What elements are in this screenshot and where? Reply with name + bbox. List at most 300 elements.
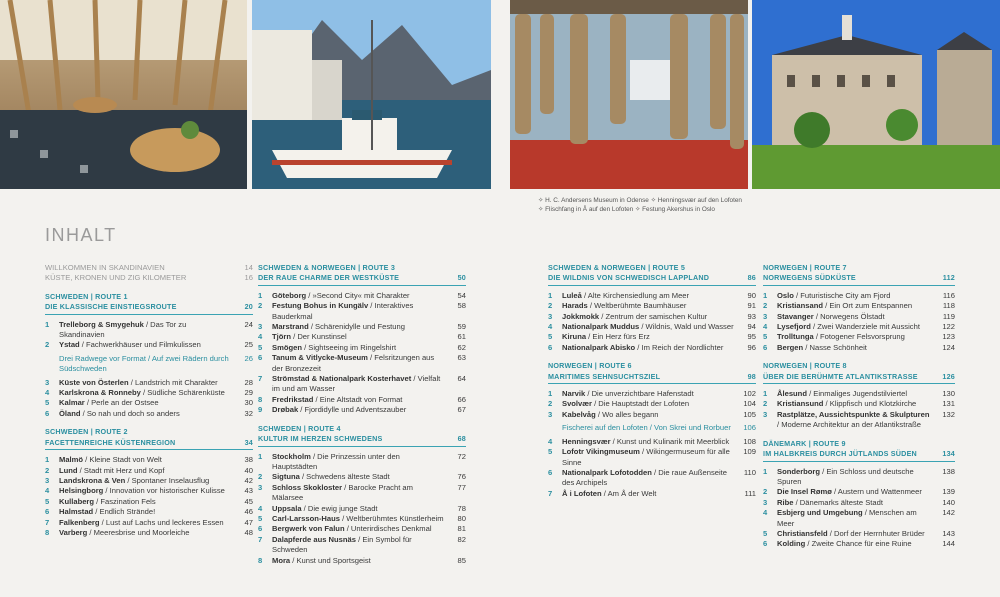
entry-number: 3 (45, 475, 50, 485)
route-section (258, 263, 466, 416)
entry-text (272, 353, 448, 374)
entry-subtitle: / »Second City« mit Charakter (306, 290, 410, 300)
toc-entry[interactable] (45, 409, 253, 419)
route-header[interactable] (45, 292, 253, 315)
entry-number: 1 (258, 290, 263, 300)
entry-text (59, 455, 235, 465)
entry-number: 1 (763, 290, 768, 300)
entry-text (272, 291, 448, 301)
entry-number: 2 (763, 487, 768, 497)
entry-subtitle: / Eine Altstadt von Format (313, 394, 403, 404)
entry-page: 139 (942, 487, 955, 497)
toc-entry[interactable] (45, 388, 253, 398)
toc-entry[interactable] (548, 410, 756, 420)
entry-page: 85 (457, 555, 466, 565)
entry-number: 1 (45, 319, 50, 329)
entry-place: Varberg (59, 527, 88, 537)
entry-subtitle: / Menschen am Meer (777, 508, 917, 528)
route-page: 20 (244, 302, 253, 312)
entry-number: 2 (763, 399, 768, 409)
entry-number: 1 (763, 389, 768, 399)
entry-number: 1 (258, 451, 263, 461)
entry-subtitle: / Schärenidylle und Festung (308, 322, 405, 332)
entry-place: Henningsvær (562, 436, 611, 446)
entry-subtitle: / Dorf der Herrnhuter Brüder (827, 528, 925, 538)
toc-column-3 (548, 263, 756, 507)
route-title: KULTUR IM HERZEN SCHWEDENS (258, 434, 383, 444)
entry-place: Smögen (272, 342, 302, 352)
entry-page: 63 (457, 353, 466, 363)
entry-subtitle: / Dänemarks älteste Stadt (793, 497, 883, 507)
photo-harbour (252, 0, 491, 189)
entry-page: 119 (942, 311, 955, 321)
entry-subtitle: / Perle an der Ostsee (84, 398, 159, 408)
toc-column-2 (258, 263, 466, 574)
route-section (763, 439, 955, 550)
entry-place: Drøbak (272, 405, 299, 415)
entry-page: 48 (244, 527, 253, 537)
entry-number: 6 (548, 342, 553, 352)
toc-entry[interactable] (258, 374, 466, 395)
entry-place: Kristiansund (777, 399, 824, 409)
entry-number: 4 (548, 436, 553, 446)
route-header[interactable] (763, 439, 955, 462)
entry-number: 3 (45, 377, 50, 387)
entry-number: 5 (763, 332, 768, 342)
entry-number: 5 (548, 332, 553, 342)
route-title-row (763, 273, 955, 283)
toc-entry[interactable] (258, 322, 466, 332)
route-page: 134 (942, 449, 955, 459)
route-header[interactable] (258, 424, 466, 447)
route-header[interactable] (258, 263, 466, 286)
entry-page: 91 (747, 301, 756, 311)
toc-entry[interactable] (45, 497, 253, 507)
entry-text (777, 322, 937, 332)
entry-place: Halmstad (59, 507, 94, 517)
entry-place: Die Insel Rømø (777, 487, 832, 497)
entry-subtitle: / Felsritzungen aus der Bronzezeit (272, 353, 435, 373)
toc-entry[interactable] (258, 395, 466, 405)
toc-entry[interactable] (548, 301, 756, 311)
toc-entry[interactable] (258, 353, 466, 374)
entry-text (562, 489, 738, 499)
toc-entry[interactable] (763, 301, 955, 311)
route-title: FACETTENREICHE KÜSTENREGION (45, 437, 176, 447)
entry-subtitle: / Ein Schloss und deutsche Spuren (777, 466, 914, 486)
entry-number: 5 (258, 513, 263, 523)
entry-number: 6 (258, 353, 263, 363)
entry-number: 4 (763, 508, 768, 518)
entry-text (272, 343, 448, 353)
toc-entry[interactable] (258, 343, 466, 353)
route-header[interactable] (548, 263, 756, 286)
entry-text (562, 437, 738, 447)
entry-subtitle: / Zentrum der samischen Kultur (599, 311, 708, 321)
toc-entry[interactable] (763, 343, 955, 353)
entry-subtitle: / Kunst und Kulinarik mit Meerblick (610, 436, 730, 446)
entry-page: 61 (457, 332, 466, 342)
toc-entry[interactable] (763, 291, 955, 301)
toc-entry[interactable] (763, 487, 955, 497)
entry-text (777, 539, 937, 549)
entry-text (272, 452, 448, 473)
entry-place: Trelleborg & Smygehuk (59, 319, 144, 329)
toc-entry[interactable] (258, 514, 466, 524)
toc-entry[interactable] (763, 399, 955, 409)
entry-subtitle: / Barocke Pracht am Mälarsee (272, 482, 413, 503)
entry-place: Schloss Skokloster (272, 482, 343, 492)
route-title-row (548, 372, 756, 382)
entry-number: 3 (548, 409, 553, 419)
toc-entry[interactable] (258, 504, 466, 514)
toc-entry[interactable] (258, 332, 466, 342)
toc-entry[interactable] (763, 312, 955, 322)
entry-number: 7 (258, 374, 263, 384)
toc-entry[interactable] (763, 332, 955, 342)
entry-text (59, 320, 235, 341)
entry-subtitle: / Im Reich der Nordlichter (635, 342, 724, 352)
toc-entry[interactable] (258, 472, 466, 482)
toc-column-4 (763, 263, 955, 558)
entry-text (777, 487, 937, 497)
entry-text (562, 322, 738, 332)
caption-line-1: ✧ H. C. Andersens Museum in Odense ✧ Henningsvær auf den Lofoten (538, 197, 742, 204)
entry-page: 108 (743, 436, 756, 446)
entry-page: 62 (457, 342, 466, 352)
intro-page: 14 (244, 263, 253, 272)
feature-entry[interactable] (59, 354, 253, 375)
entry-subtitle: / Die raue Außenseite des Archipels (562, 467, 727, 488)
entry-number: 2 (258, 472, 263, 482)
entry-subtitle: / Landstrich mit Charakter (128, 377, 218, 387)
entry-subtitle: / Schwedens älteste Stadt (299, 472, 390, 482)
entry-place: Tjörn (272, 332, 291, 342)
toc-entry[interactable] (763, 410, 955, 431)
entry-text (777, 343, 937, 353)
entry-place: Landskrona & Ven (59, 475, 126, 485)
photo-museum-interior (0, 0, 247, 189)
entry-number: 3 (763, 497, 768, 507)
entry-subtitle: / Weltberühmtes Künstlerheim (339, 513, 444, 523)
entry-text (272, 395, 448, 405)
route-kicker: SCHWEDEN | ROUTE 2 (45, 427, 128, 437)
toc-entry[interactable] (548, 291, 756, 301)
route-section (763, 361, 955, 430)
toc-entry[interactable] (548, 332, 756, 342)
route-kicker: SCHWEDEN & NORWEGEN | ROUTE 5 (548, 263, 686, 272)
entry-number: 6 (548, 467, 553, 477)
entry-text (59, 476, 235, 486)
entry-page: 124 (942, 342, 955, 352)
intro-page: 16 (244, 273, 253, 283)
entry-place: Svolvær (562, 399, 592, 409)
entry-number: 6 (45, 408, 50, 418)
route-header[interactable] (763, 361, 955, 384)
entry-number: 1 (45, 455, 50, 465)
entry-number: 7 (45, 517, 50, 527)
entry-place: Esbjerg und Umgebung (777, 508, 863, 518)
entry-text (272, 556, 448, 566)
entry-page: 96 (747, 342, 756, 352)
route-title: IM HALBKREIS DURCH JÜTLANDS SÜDEN (763, 449, 917, 459)
toc-entry[interactable] (45, 466, 253, 476)
route-header[interactable] (763, 263, 955, 286)
entry-place: Uppsala (272, 503, 302, 513)
toc-entry[interactable] (258, 452, 466, 473)
entry-page: 43 (244, 486, 253, 496)
toc-entry[interactable] (258, 301, 466, 322)
entry-page: 130 (942, 389, 955, 399)
entry-subtitle: / Die Prinzessin unter den Hauptstädten (272, 451, 400, 471)
toc-entry[interactable] (45, 528, 253, 538)
toc-column-1 (45, 263, 253, 546)
toc-entry[interactable] (548, 468, 756, 489)
toc-entry[interactable] (763, 498, 955, 508)
entry-subtitle: / Norwegens Ölstadt (813, 311, 885, 321)
route-header[interactable] (45, 427, 253, 450)
entry-text (272, 374, 448, 395)
entry-number: 3 (258, 482, 263, 492)
toc-entry[interactable] (763, 529, 955, 539)
toc-entry[interactable] (45, 455, 253, 465)
entry-text (777, 529, 937, 539)
entry-text (272, 514, 448, 524)
entry-place: Festung Bohus in Kungälv (272, 301, 369, 311)
entry-place: Lofotr Vikingmuseum (562, 447, 640, 457)
entry-place: Carl-Larsson-Haus (272, 513, 340, 523)
route-title-row (548, 273, 756, 283)
entry-subtitle: / Nasse Schönheit (803, 342, 867, 352)
photo-stockfish (510, 0, 748, 189)
route-section (763, 263, 955, 353)
entry-subtitle: / Spontaner Inselausflug (125, 475, 210, 485)
entry-subtitle: / Fachwerkhäuser und Filmkulissen (79, 340, 201, 350)
entry-text (562, 343, 738, 353)
entry-place: Karlskrona & Ronneby (59, 388, 141, 398)
route-section (45, 292, 253, 419)
route-page: 86 (747, 273, 756, 283)
toc-entry[interactable] (45, 507, 253, 517)
entry-subtitle: / Stadt mit Herz und Kopf (77, 465, 165, 475)
route-title-row (763, 449, 955, 459)
toc-entry[interactable] (258, 291, 466, 301)
route-kicker: DÄNEMARK | ROUTE 9 (763, 438, 846, 448)
entry-text (59, 518, 235, 528)
route-section (548, 263, 756, 353)
entry-page: 45 (244, 496, 253, 506)
toc-entry[interactable] (258, 483, 466, 504)
entry-number: 3 (763, 409, 768, 419)
entry-place: Narvik (562, 389, 586, 399)
entry-page: 40 (244, 465, 253, 475)
toc-entry[interactable] (548, 437, 756, 447)
entry-page: 142 (942, 508, 955, 518)
entry-text (272, 405, 448, 415)
toc-entry[interactable] (45, 518, 253, 528)
entry-text (59, 486, 235, 496)
route-kicker: SCHWEDEN & NORWEGEN | ROUTE 3 (258, 263, 396, 272)
route-kicker: NORWEGEN | ROUTE 8 (763, 361, 847, 371)
caption-line-2: ✧ Flischfang in Å auf den Lofoten ✧ Festung Akershus in Oslo (538, 206, 715, 213)
route-title-row (45, 438, 253, 448)
entry-text (777, 508, 937, 529)
entry-number: 5 (45, 398, 50, 408)
entry-place: Strömstad & Nationalpark Kosterhavet (272, 374, 412, 384)
entry-number: 4 (45, 388, 50, 398)
entry-text (272, 535, 448, 556)
toc-entry[interactable] (45, 398, 253, 408)
route-title-row (45, 302, 253, 312)
entry-page: 82 (457, 534, 466, 544)
toc-entry[interactable] (763, 539, 955, 549)
entry-page: 140 (942, 497, 955, 507)
entry-page: 123 (942, 332, 955, 342)
entry-place: Ystad (59, 340, 80, 350)
toc-entry[interactable] (548, 343, 756, 353)
entry-place: Tanum & Vitlycke-Museum (272, 353, 368, 363)
entry-page: 77 (457, 482, 466, 492)
entry-page: 143 (942, 528, 955, 538)
route-title-row (763, 372, 955, 382)
entry-text (59, 466, 235, 476)
photo-caption (538, 196, 742, 214)
entry-subtitle: / Meeresbrise und Moorleiche (87, 527, 190, 537)
entry-number: 7 (548, 488, 553, 498)
entry-subtitle: / Unterirdisches Denkmal (344, 524, 432, 534)
entry-page: 122 (942, 322, 955, 332)
entry-subtitle: / Der Kunstinsel (290, 332, 347, 342)
entry-text (59, 398, 235, 408)
toc-entry[interactable] (45, 320, 253, 341)
toc-entry[interactable] (548, 447, 756, 468)
route-title: DIE WILDNIS VON SCHWEDISCH LAPPLAND (548, 273, 710, 283)
entry-place: Mora (272, 555, 291, 565)
entry-subtitle: / Klippfisch und Klotzkirche (823, 399, 917, 409)
entry-page: 111 (744, 488, 756, 498)
route-header[interactable] (548, 361, 756, 384)
entry-page: 67 (457, 405, 466, 415)
entry-page: 24 (244, 319, 253, 329)
entry-number: 5 (258, 342, 263, 352)
toc-entry[interactable] (45, 486, 253, 496)
toc-entry[interactable] (548, 389, 756, 399)
entry-place: Stavanger (777, 311, 814, 321)
entry-page: 93 (747, 311, 756, 321)
entry-number: 1 (548, 389, 553, 399)
toc-entry[interactable] (548, 322, 756, 332)
entry-page: 138 (942, 466, 955, 476)
entry-page: 132 (942, 409, 955, 419)
route-title-row (258, 273, 466, 283)
entry-subtitle: / Innovation vor historischer Kulisse (103, 486, 225, 496)
entry-subtitle: / Wo alles begann (595, 409, 659, 419)
entry-place: Küste von Österlen (59, 377, 129, 387)
entry-place: Stockholm (272, 451, 311, 461)
route-section (45, 427, 253, 538)
toc-entry[interactable] (548, 489, 756, 499)
entry-number: 6 (763, 539, 768, 549)
entry-page: 78 (457, 503, 466, 513)
route-kicker: NORWEGEN | ROUTE 6 (548, 361, 632, 371)
route-kicker: SCHWEDEN | ROUTE 1 (45, 291, 128, 301)
toc-entry[interactable] (45, 378, 253, 388)
entry-number: 7 (258, 534, 263, 544)
toc-entry[interactable] (763, 389, 955, 399)
entry-page: 66 (457, 394, 466, 404)
entry-text (562, 399, 738, 409)
toc-entry[interactable] (258, 556, 466, 566)
entry-number: 4 (45, 486, 50, 496)
entry-number: 8 (45, 527, 50, 537)
route-title: MARITIMES SEHNSUCHTSZIEL (548, 371, 661, 381)
toc-entry[interactable] (45, 340, 253, 350)
entry-number: 3 (763, 311, 768, 321)
feature-page: 106 (743, 423, 756, 433)
entry-page: 95 (747, 332, 756, 342)
route-page: 126 (942, 371, 955, 381)
toc-entry[interactable] (763, 467, 955, 488)
entry-page: 102 (743, 389, 756, 399)
toc-entry[interactable] (763, 322, 955, 332)
entry-subtitle: / Wikingermuseum für alle Sinne (562, 447, 730, 467)
entry-page: 25 (244, 340, 253, 350)
entry-page: 47 (244, 517, 253, 527)
feature-entry[interactable] (562, 423, 756, 433)
entry-subtitle: / Das Tor zu Skandinavien (59, 319, 187, 340)
entry-text (562, 312, 738, 322)
entry-text (272, 322, 448, 332)
toc-entry[interactable] (548, 399, 756, 409)
toc-entry[interactable] (258, 535, 466, 556)
entry-text (59, 340, 235, 350)
route-kicker: SCHWEDEN | ROUTE 4 (258, 423, 341, 433)
entry-page: 81 (457, 524, 466, 534)
entry-number: 5 (45, 496, 50, 506)
entry-place: Luleå (562, 290, 582, 300)
toc-entry[interactable] (258, 524, 466, 534)
entry-page: 38 (244, 455, 253, 465)
entry-subtitle: / So nah und doch so anders (80, 408, 180, 418)
entry-subtitle: / Wildnis, Wald und Wasser (639, 322, 734, 332)
route-title: ÜBER DIE BERÜHMTE ATLANTIKSTRASSE (763, 371, 918, 381)
toc-entry[interactable] (763, 508, 955, 529)
entry-text (272, 472, 448, 482)
entry-subtitle: / Weltberühmte Baumhäuser (587, 301, 687, 311)
entry-text (777, 410, 937, 431)
toc-entry[interactable] (258, 405, 466, 415)
toc-entry[interactable] (45, 476, 253, 486)
entry-page: 28 (244, 377, 253, 387)
entry-place: Göteborg (272, 290, 307, 300)
entry-place: Marstrand (272, 322, 309, 332)
entry-page: 94 (747, 322, 756, 332)
intro-entry[interactable] (45, 273, 253, 283)
entry-subtitle: / Faszination Fels (94, 496, 156, 506)
entry-place: Kabelvåg (562, 409, 596, 419)
entry-text (777, 291, 937, 301)
entry-place: Bergwerk von Falun (272, 524, 345, 534)
entry-text (562, 291, 738, 301)
entry-page: 72 (457, 451, 466, 461)
entry-page: 80 (457, 513, 466, 523)
intro-entry[interactable] (45, 263, 253, 273)
route-title: DIE KLASSISCHE EINSTIEGSROUTE (45, 302, 177, 312)
entry-text (562, 447, 738, 468)
entry-subtitle: / Fjordidylle und Adventszauber (298, 405, 407, 415)
entry-number: 2 (548, 399, 553, 409)
toc-entry[interactable] (548, 312, 756, 322)
